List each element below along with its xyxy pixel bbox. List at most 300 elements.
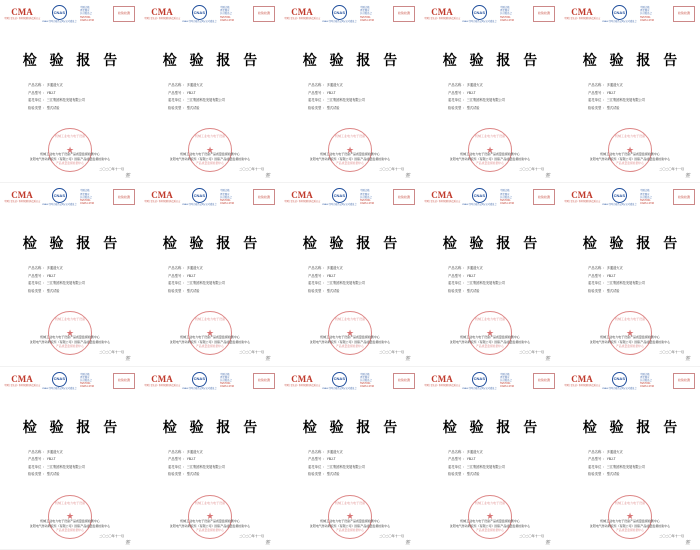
field-colon: ：	[462, 288, 466, 293]
field-colon: ：	[322, 266, 326, 271]
signature-mark: 签	[264, 174, 270, 179]
field-colon: ：	[42, 464, 46, 469]
official-red-stamp	[48, 128, 92, 172]
cma-subtitle-text: 中国计量认证 / 检验检测机构资质认定	[563, 200, 601, 204]
ilac-line-5: CNAS L3746	[499, 18, 514, 22]
issuing-organization-line-1: 机械工业电力电子设备产品质量监督检测中心	[460, 152, 520, 156]
report-field-list	[168, 265, 270, 295]
cma-subtitle-text: 中国计量认证 / 检验检测机构资质认定	[3, 200, 41, 204]
field-row	[588, 273, 690, 281]
accreditation-logo-strip	[565, 369, 695, 393]
stamp-star-icon: ★	[65, 144, 75, 155]
ilac-logo-icon	[220, 188, 250, 206]
field-row	[448, 288, 550, 296]
field-label: 产品名称	[588, 449, 602, 454]
stamp-star-icon: ★	[65, 327, 75, 338]
seal-box-line-1: 检验检测	[677, 11, 690, 16]
field-colon: ：	[42, 288, 46, 293]
certificate-page-thumbnail[interactable]	[420, 0, 560, 183]
cnas-subtitle-text: CNAS 中国合格评定国家认可委员会	[182, 386, 217, 390]
issuing-organization-line-2: 沈阳电气传动研究所（有限公司）国家产品质量监督检验中心	[169, 340, 251, 345]
inspection-seal-box-icon	[673, 373, 695, 389]
stamp-arc-top-text: 机械工业电力电子设备	[474, 500, 505, 505]
stamp-arc-top-text: 机械工业电力电子设备	[54, 317, 85, 322]
stamp-arc-bottom-text: 产品质量监督检测中心	[336, 161, 364, 165]
field-colon: ：	[322, 472, 326, 477]
report-title: 检 验 报 告	[582, 53, 682, 69]
issuing-organization-line-2: 沈阳电气传动研究所（有限公司）国家产品质量监督检验中心	[589, 523, 671, 528]
cma-subtitle-text: 中国计量认证 / 检验检测机构资质认定	[143, 383, 181, 387]
stamp-star-icon: ★	[485, 511, 495, 522]
ilac-line-1: 中国合格	[219, 6, 230, 9]
ilac-line-5: CNAS L3746	[219, 385, 234, 389]
field-value: 三江集团科技发展有限公司	[326, 464, 365, 469]
ilac-line-2: 评定国家	[639, 9, 650, 13]
ilac-line-4: TESTING	[639, 199, 651, 202]
accreditation-logo-strip	[145, 185, 275, 209]
field-label: 产品型号	[28, 273, 42, 278]
cma-subtitle-text: 中国计量认证 / 检验检测机构资质认定	[143, 200, 181, 204]
ilac-logo-icon	[80, 188, 110, 206]
report-title: 检 验 报 告	[162, 53, 262, 69]
field-row	[168, 449, 270, 457]
ilac-line-4: TESTING	[219, 382, 231, 386]
field-value: YBJ-T	[186, 90, 196, 95]
ilac-line-3: 认可委员会	[639, 379, 652, 382]
cma-mark-text: CMA	[11, 373, 33, 384]
field-row	[28, 90, 130, 98]
certificate-page-thumbnail[interactable]	[140, 0, 280, 183]
certificate-page-thumbnail[interactable]	[140, 183, 280, 366]
stamp-arc-top-text: 机械工业电力电子设备	[614, 500, 645, 505]
cnas-logo-icon	[42, 187, 76, 207]
ilac-line-1: 中国合格	[639, 189, 650, 193]
stamp-arc-bottom-text: 产品质量监督检测中心	[476, 527, 504, 532]
ilac-line-4: TESTING	[499, 382, 511, 386]
field-value: 型式试验	[606, 105, 620, 110]
field-label: 委托单位	[448, 464, 462, 469]
field-value: 多通道火灾	[606, 83, 623, 87]
field-colon: ：	[602, 281, 606, 286]
inspection-seal-box-icon	[113, 189, 135, 205]
field-colon: ：	[462, 472, 466, 477]
inspection-seal-box-icon	[533, 189, 555, 205]
field-row	[28, 471, 130, 479]
ilac-logo-icon	[640, 372, 670, 390]
cnas-mark-text: CNAS	[53, 9, 65, 15]
field-row	[448, 456, 550, 464]
field-label: 产品型号	[168, 273, 182, 278]
field-value: YBJ-T	[46, 90, 56, 95]
field-label: 产品型号	[448, 273, 462, 278]
report-field-list	[28, 449, 130, 479]
field-row	[308, 464, 410, 472]
field-value: 三江集团科技发展有限公司	[466, 464, 505, 469]
field-value: YBJ-T	[606, 90, 616, 95]
cnas-logo-icon	[322, 4, 356, 24]
field-colon: ：	[602, 288, 606, 293]
field-colon: ：	[42, 472, 46, 477]
field-value: 多通道火灾	[326, 449, 343, 454]
seal-box-line-1: 检验检测	[397, 194, 410, 199]
field-label: 委托单位	[308, 98, 322, 102]
cma-logo-icon	[565, 371, 599, 391]
field-label: 产品型号	[308, 457, 322, 462]
ilac-line-1: 中国合格	[359, 372, 370, 376]
certificate-page-thumbnail[interactable]	[420, 367, 560, 550]
accreditation-logo-strip	[285, 2, 415, 26]
cnas-logo-icon	[322, 371, 356, 391]
ilac-line-3: 认可委员会	[359, 195, 372, 199]
issue-date: 二〇二〇年十一月	[99, 350, 124, 355]
field-value: 多通道火灾	[606, 266, 623, 271]
ilac-line-5: CNAS L3746	[219, 18, 234, 22]
accreditation-logo-strip	[145, 2, 275, 26]
stamp-arc-top-text: 机械工业电力电子设备	[54, 500, 85, 505]
issue-date: 二〇二〇年十一月	[519, 350, 544, 355]
field-label: 检验类型	[448, 288, 462, 293]
cnas-badge-circle	[192, 188, 207, 203]
accreditation-logo-strip	[565, 2, 695, 26]
ilac-line-5: CNAS L3746	[79, 18, 94, 22]
ilac-line-4: TESTING	[359, 15, 371, 19]
certificate-page-thumbnail[interactable]	[280, 183, 420, 366]
field-colon: ：	[462, 105, 466, 110]
official-red-stamp	[468, 495, 512, 539]
inspection-seal-box-icon	[113, 373, 135, 389]
field-colon: ：	[462, 266, 466, 271]
field-value: 型式试验	[606, 288, 620, 293]
ilac-line-1: 中国合格	[79, 372, 90, 376]
seal-box-line-1: 检验检测	[537, 194, 550, 199]
ilac-line-4: TESTING	[219, 15, 231, 19]
field-label: 检验类型	[588, 105, 602, 110]
official-red-stamp	[48, 311, 92, 355]
field-value: 型式试验	[326, 472, 340, 477]
field-label: 检验类型	[588, 288, 602, 293]
ilac-line-4: TESTING	[639, 382, 651, 386]
seal-box-line-1: 检验检测	[117, 377, 130, 382]
field-label: 产品名称	[448, 83, 462, 87]
field-value: 型式试验	[326, 105, 340, 110]
field-value: 三江集团科技发展有限公司	[326, 98, 365, 102]
field-value: 三江集团科技发展有限公司	[186, 281, 225, 286]
field-row	[588, 97, 690, 105]
field-value: 多通道火灾	[606, 449, 623, 454]
field-colon: ：	[182, 273, 186, 278]
inspection-seal-box-icon	[393, 189, 415, 205]
field-row	[308, 471, 410, 479]
field-colon: ：	[462, 90, 466, 95]
cnas-subtitle-text: CNAS 中国合格评定国家认可委员会	[322, 20, 357, 23]
seal-box-line-1: 检验检测	[677, 194, 690, 199]
field-colon: ：	[462, 449, 466, 454]
stamp-arc-top-text: 机械工业电力电子设备	[54, 134, 85, 138]
ilac-line-5: CNAS L3746	[359, 18, 374, 22]
field-value: 多通道火灾	[186, 83, 203, 87]
cma-subtitle-text: 中国计量认证 / 检验检测机构资质认定	[143, 17, 181, 20]
field-value: 型式试验	[46, 472, 60, 477]
field-label: 委托单位	[588, 98, 602, 102]
cma-mark-text: CMA	[151, 190, 173, 201]
report-title: 检 验 报 告	[22, 53, 122, 69]
field-colon: ：	[602, 266, 606, 271]
ilac-line-5: CNAS L3746	[499, 202, 514, 206]
field-label: 检验类型	[28, 472, 42, 477]
report-field-list	[448, 82, 550, 112]
ilac-line-5: CNAS L3746	[499, 385, 514, 389]
field-label: 委托单位	[168, 281, 182, 286]
cnas-logo-icon	[322, 187, 356, 207]
inspection-seal-box-icon	[673, 189, 695, 205]
field-label: 委托单位	[448, 98, 462, 102]
field-label: 检验类型	[448, 105, 462, 110]
field-label: 产品名称	[588, 266, 602, 271]
field-colon: ：	[322, 449, 326, 454]
ilac-line-1: 中国合格	[359, 6, 370, 9]
ilac-line-4: TESTING	[79, 15, 91, 19]
field-colon: ：	[322, 90, 326, 95]
field-value: 型式试验	[466, 472, 480, 477]
ilac-line-5: CNAS L3746	[219, 202, 234, 206]
field-row	[28, 288, 130, 296]
field-label: 检验类型	[308, 288, 322, 293]
cma-logo-icon	[565, 4, 599, 24]
issue-date: 二〇二〇年十一月	[519, 533, 544, 538]
report-field-list	[588, 82, 690, 112]
report-title: 检 验 报 告	[162, 419, 262, 436]
field-value: 型式试验	[186, 105, 200, 110]
field-colon: ：	[322, 105, 326, 110]
field-value: 型式试验	[46, 105, 60, 110]
ilac-line-2: 评定国家	[499, 9, 510, 13]
field-value: 多通道火灾	[46, 83, 63, 87]
field-colon: ：	[182, 83, 186, 87]
issuing-organization-line-2: 沈阳电气传动研究所（有限公司）国家产品质量监督检验中心	[449, 340, 531, 345]
stamp-arc-top-text: 机械工业电力电子设备	[334, 317, 365, 322]
field-row	[448, 449, 550, 457]
issuing-organization-line-2: 沈阳电气传动研究所（有限公司）国家产品质量监督检验中心	[449, 523, 531, 528]
field-row	[168, 456, 270, 464]
field-row	[308, 456, 410, 464]
field-row	[448, 464, 550, 472]
cnas-subtitle-text: CNAS 中国合格评定国家认可委员会	[42, 386, 77, 390]
official-red-stamp	[328, 311, 372, 355]
stamp-arc-top-text: 机械工业电力电子设备	[614, 134, 645, 138]
stamp-arc-bottom-text: 产品质量监督检测中心	[196, 161, 224, 165]
field-colon: ：	[182, 449, 186, 454]
certificate-page-thumbnail[interactable]	[280, 0, 420, 183]
stamp-star-icon: ★	[65, 511, 75, 522]
cnas-subtitle-text: CNAS 中国合格评定国家认可委员会	[602, 386, 637, 390]
cnas-mark-text: CNAS	[613, 9, 625, 15]
report-title: 检 验 报 告	[22, 236, 122, 253]
field-row	[168, 82, 270, 90]
issue-date: 二〇二〇年十一月	[519, 167, 544, 171]
ilac-line-2: 评定国家	[219, 192, 230, 196]
ilac-line-5: CNAS L3746	[359, 202, 374, 206]
field-value: 多通道火灾	[186, 449, 203, 454]
accreditation-logo-strip	[285, 185, 415, 209]
seal-box-line-1: 检验检测	[677, 377, 690, 382]
field-label: 产品型号	[168, 90, 182, 95]
field-row	[448, 90, 550, 98]
ilac-line-2: 评定国家	[79, 9, 90, 13]
field-value: 三江集团科技发展有限公司	[46, 464, 85, 469]
field-value: 型式试验	[186, 472, 200, 477]
cma-mark-text: CMA	[291, 373, 313, 384]
cnas-mark-text: CNAS	[53, 376, 65, 382]
field-colon: ：	[602, 449, 606, 454]
inspection-seal-box-icon	[533, 373, 555, 389]
field-colon: ：	[322, 464, 326, 469]
official-red-stamp	[608, 128, 652, 172]
field-colon: ：	[602, 90, 606, 95]
field-colon: ：	[462, 281, 466, 286]
certificate-page-thumbnail[interactable]	[140, 367, 280, 550]
cma-mark-text: CMA	[431, 373, 453, 384]
field-row	[448, 97, 550, 105]
cma-subtitle-text: 中国计量认证 / 检验检测机构资质认定	[423, 383, 461, 387]
cma-subtitle-text: 中国计量认证 / 检验检测机构资质认定	[283, 383, 321, 387]
signature-mark: 签	[124, 174, 130, 179]
field-colon: ：	[42, 83, 46, 87]
stamp-arc-bottom-text: 产品质量监督检测中心	[196, 527, 224, 532]
issuing-organization-line-2: 沈阳电气传动研究所（有限公司）国家产品质量监督检验中心	[29, 523, 111, 528]
report-title: 检 验 报 告	[302, 419, 402, 436]
certificate-page-thumbnail[interactable]	[280, 367, 420, 550]
inspection-seal-box-icon	[253, 373, 275, 389]
field-label: 产品名称	[588, 83, 602, 87]
field-value: 多通道火灾	[466, 83, 483, 87]
stamp-arc-bottom-text: 产品质量监督检测中心	[56, 527, 84, 532]
ilac-line-1: 中国合格	[79, 189, 90, 193]
signature-mark: 签	[124, 540, 130, 546]
stamp-star-icon: ★	[345, 327, 355, 338]
seal-box-line-1: 检验检测	[257, 377, 270, 382]
stamp-arc-top-text: 机械工业电力电子设备	[334, 134, 365, 138]
report-field-list	[308, 265, 410, 295]
ilac-line-3: 认可委员会	[359, 12, 372, 16]
stamp-arc-top-text: 机械工业电力电子设备	[614, 317, 645, 322]
field-row	[588, 449, 690, 457]
ilac-line-3: 认可委员会	[79, 12, 92, 16]
field-colon: ：	[42, 90, 46, 95]
cnas-logo-icon	[182, 371, 216, 391]
field-colon: ：	[182, 266, 186, 271]
official-red-stamp	[48, 495, 92, 539]
field-row	[308, 273, 410, 281]
field-colon: ：	[182, 105, 186, 110]
signature-mark: 签	[684, 540, 690, 546]
cma-logo-icon	[145, 187, 179, 207]
cnas-mark-text: CNAS	[333, 376, 345, 382]
report-title: 检 验 报 告	[22, 419, 122, 436]
field-value: YBJ-T	[466, 273, 476, 278]
signature-mark: 签	[124, 357, 130, 363]
field-label: 委托单位	[588, 464, 602, 469]
field-row	[28, 82, 130, 90]
issue-date: 二〇二〇年十一月	[379, 533, 404, 538]
field-colon: ：	[602, 273, 606, 278]
cnas-badge-circle	[332, 5, 347, 20]
field-row	[308, 82, 410, 90]
report-field-list	[308, 82, 410, 112]
cnas-subtitle-text: CNAS 中国合格评定国家认可委员会	[462, 203, 497, 207]
field-row	[588, 105, 690, 113]
field-colon: ：	[42, 449, 46, 454]
field-row	[308, 288, 410, 296]
cnas-badge-circle	[332, 372, 347, 387]
stamp-arc-bottom-text: 产品质量监督检测中心	[336, 527, 364, 532]
field-row	[308, 105, 410, 113]
accreditation-logo-strip	[5, 185, 135, 209]
field-label: 产品名称	[308, 83, 322, 87]
field-colon: ：	[182, 288, 186, 293]
certificate-page-thumbnail[interactable]	[560, 0, 700, 183]
ilac-line-3: 认可委员会	[79, 195, 92, 199]
field-label: 委托单位	[588, 281, 602, 286]
report-field-list	[28, 265, 130, 295]
cma-mark-text: CMA	[151, 373, 173, 384]
issue-date: 二〇二〇年十一月	[99, 167, 124, 171]
field-label: 检验类型	[448, 472, 462, 477]
issuing-organization-line-2: 沈阳电气传动研究所（有限公司）国家产品质量监督检验中心	[29, 340, 111, 345]
field-value: YBJ-T	[46, 273, 56, 278]
field-label: 产品型号	[168, 457, 182, 462]
field-value: 型式试验	[466, 288, 480, 293]
cnas-badge-circle	[472, 5, 487, 20]
ilac-line-3: 认可委员会	[639, 12, 652, 16]
certificate-page-thumbnail[interactable]	[560, 183, 700, 366]
certificate-page-thumbnail[interactable]	[0, 183, 140, 366]
ilac-logo-icon	[220, 372, 250, 390]
field-row	[168, 471, 270, 479]
cnas-subtitle-text: CNAS 中国合格评定国家认可委员会	[322, 386, 357, 390]
ilac-line-4: TESTING	[359, 199, 371, 202]
signature-mark: 签	[544, 540, 550, 546]
field-colon: ：	[462, 464, 466, 469]
issue-date: 二〇二〇年十一月	[379, 350, 404, 355]
stamp-arc-top-text: 机械工业电力电子设备	[474, 134, 505, 138]
report-title: 检 验 报 告	[302, 236, 402, 253]
field-value: 多通道火灾	[326, 83, 343, 87]
cnas-subtitle-text: CNAS 中国合格评定国家认可委员会	[182, 203, 217, 207]
certificate-page-thumbnail[interactable]	[420, 183, 560, 366]
cnas-logo-icon	[462, 187, 496, 207]
field-row	[588, 471, 690, 479]
field-value: 型式试验	[606, 472, 620, 477]
field-value: 三江集团科技发展有限公司	[606, 98, 645, 102]
certificate-page-thumbnail[interactable]	[0, 367, 140, 550]
field-label: 产品型号	[308, 273, 322, 278]
field-label: 检验类型	[168, 105, 182, 110]
stamp-star-icon: ★	[345, 144, 355, 155]
report-title: 检 验 报 告	[582, 236, 682, 253]
field-row	[28, 464, 130, 472]
field-value: YBJ-T	[606, 457, 616, 462]
field-row	[588, 265, 690, 273]
certificate-page-thumbnail[interactable]	[560, 367, 700, 550]
field-colon: ：	[42, 98, 46, 102]
ilac-line-3: 认可委员会	[639, 195, 652, 199]
accreditation-logo-strip	[425, 185, 555, 209]
seal-box-line-1: 检验检测	[397, 11, 410, 16]
field-row	[308, 449, 410, 457]
stamp-star-icon: ★	[625, 144, 635, 155]
ilac-line-5: CNAS L3746	[79, 385, 94, 389]
certificate-page-thumbnail[interactable]	[0, 0, 140, 183]
